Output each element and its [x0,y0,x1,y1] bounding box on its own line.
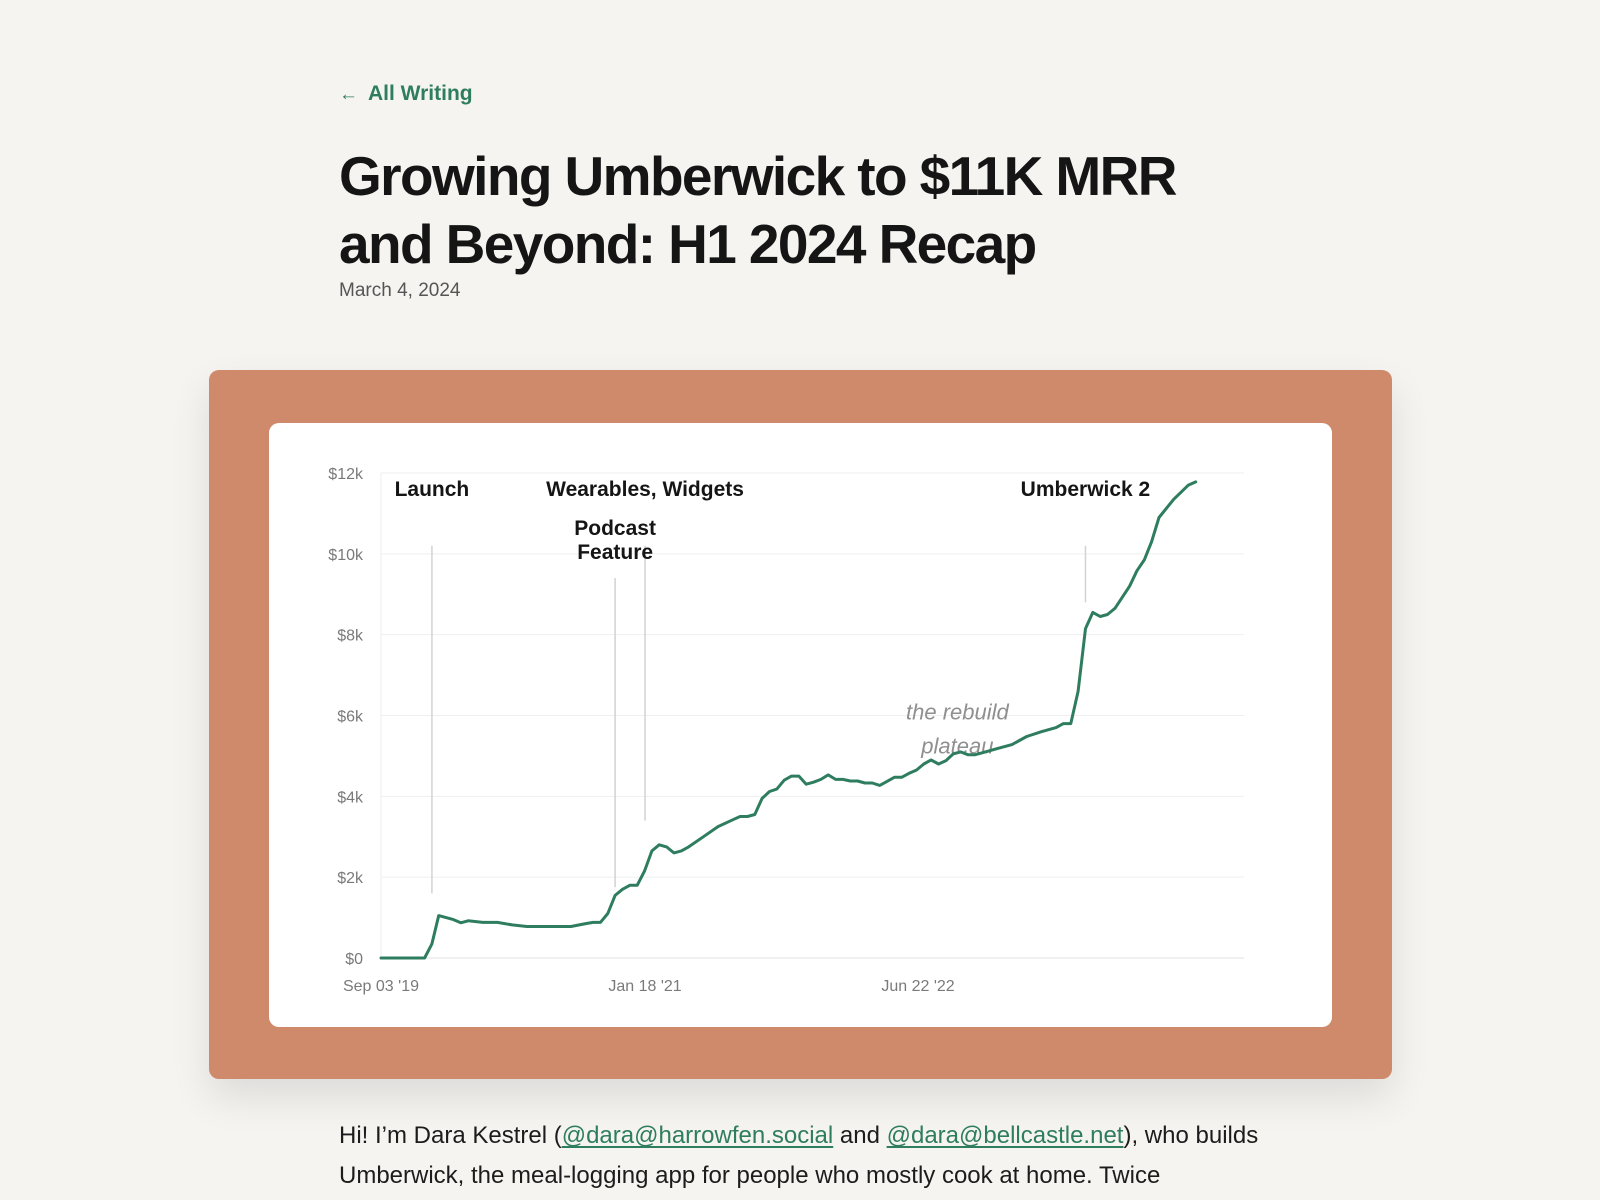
arrow-left-icon: ← [339,83,358,105]
article-intro [339,1116,1269,1196]
annotation-label: Wearables, Widgets [546,478,744,501]
plateau-note: the rebuild [906,699,1009,725]
y-tick-label: $12k [328,466,363,483]
handle-link-harrowfen[interactable]: @dara@harrowfen.social [561,1122,834,1149]
plateau-note: plateau [921,733,994,759]
x-tick-label: Jun 22 '22 [881,978,955,995]
x-tick-label: Sep 03 '19 [342,978,420,995]
handle-link-bellcastle[interactable]: @dara@bellcastle.net [886,1122,1124,1149]
post-title-line-2: and Beyond: H1 2024 Recap [339,213,1036,275]
chart-panel [269,423,1332,1027]
annotation-label: Podcast [574,517,656,540]
post-title-line-1: Growing Umberwick to $11K MRR [339,145,1176,207]
y-tick-label: $10k [328,546,363,564]
all-writing-link[interactable] [339,82,473,106]
post-title [339,142,1259,278]
y-tick-label: $4k [337,789,363,807]
x-tick-label: Jan 18 '21 [608,978,682,995]
annotation-label: Feature [577,541,654,564]
y-tick-label: $0 [345,951,363,968]
hero-chart-card [209,370,1392,1079]
y-tick-label: $6k [337,708,363,726]
post-date: March 4, 2024 [339,280,461,301]
annotation-label: Launch [394,478,470,501]
mrr-series-line [381,482,1196,958]
mrr-chart [269,423,1332,1027]
y-tick-label: $8k [337,627,363,645]
intro-text: Hi! I’m Dara Kestrel ( [339,1122,562,1149]
annotation-label: Umberwick 2 [1020,478,1151,501]
intro-rest-text: ), who builds Umberwick, the meal-logging app for people who mostly cook at home. Twice [339,1122,1259,1189]
all-writing-label: All Writing [368,82,473,105]
and-text: and [833,1122,887,1149]
y-tick-label: $2k [337,870,363,888]
